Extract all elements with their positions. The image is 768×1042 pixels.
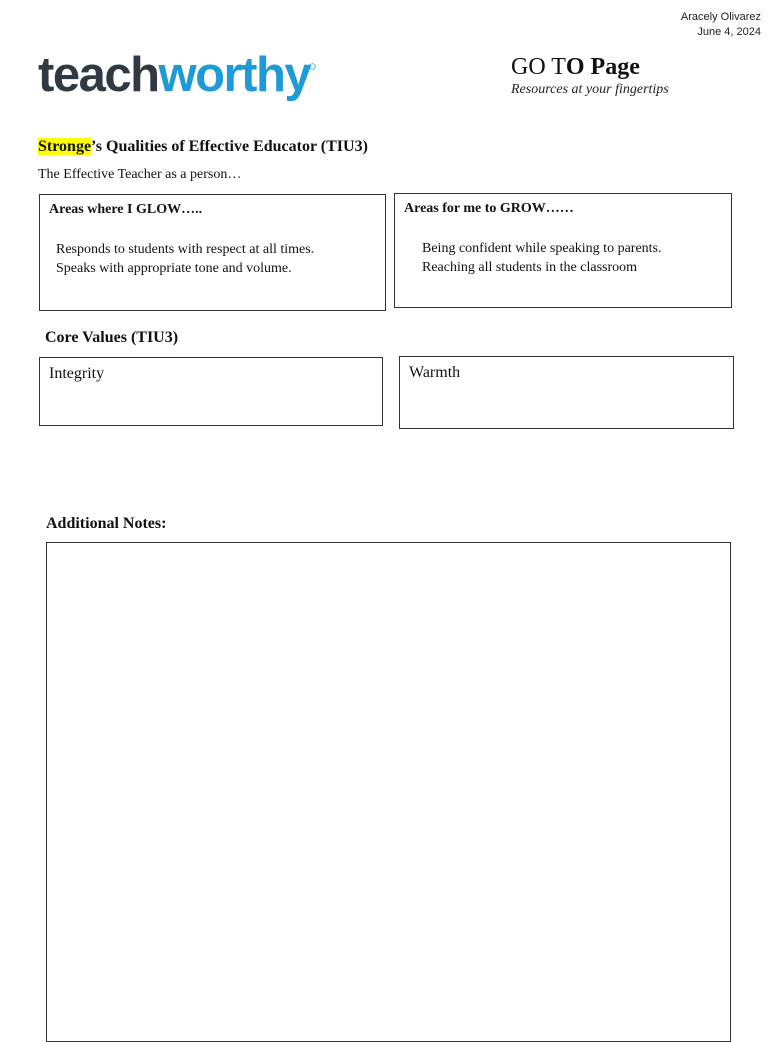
- core-value-box-integrity[interactable]: [39, 357, 383, 426]
- page-subtitle: Resources at your fingertips: [511, 82, 669, 97]
- logo-text-worthy: worthy: [158, 48, 311, 102]
- glow-box-title: Areas where I GLOW…..: [49, 202, 203, 217]
- core-value-text: Warmth: [409, 364, 461, 381]
- glow-box-content: [56, 240, 314, 278]
- core-value-text: Integrity: [49, 365, 105, 382]
- qualities-heading: [38, 136, 368, 158]
- logo-text-teach: teach: [38, 48, 159, 102]
- grow-line: Reaching all students in the classroom: [422, 260, 638, 275]
- core-values-heading: Core Values (TIU3): [45, 329, 179, 346]
- teachworthy-logo: [38, 48, 318, 115]
- document-meta: [681, 10, 761, 40]
- grow-box-content: [422, 239, 662, 277]
- core-value-box-warmth[interactable]: [399, 356, 734, 429]
- additional-notes-heading: Additional Notes:: [46, 515, 167, 532]
- grow-line: Being confident while speaking to parents.: [422, 241, 662, 256]
- grow-box[interactable]: [394, 193, 732, 308]
- document-date: June 4, 2024: [697, 26, 761, 38]
- author-name: Aracely Olivarez: [680, 11, 761, 23]
- glow-line: Responds to students with respect at all times.: [56, 242, 315, 257]
- page-title-part-b: O Page: [565, 54, 640, 80]
- highlighted-name: Stronge: [38, 138, 92, 155]
- page-title-part-a: GO T: [511, 54, 566, 80]
- additional-notes-box[interactable]: [46, 542, 731, 1042]
- trademark-icon: [309, 63, 316, 70]
- qualities-heading-rest: ’s Qualities of Effective Educator (TIU3): [91, 138, 368, 155]
- page-title: [511, 52, 640, 82]
- grow-box-title: Areas for me to GROW……: [404, 201, 574, 216]
- glow-line: Speaks with appropriate tone and volume.: [56, 261, 292, 276]
- glow-box[interactable]: [39, 194, 386, 311]
- qualities-subheading: The Effective Teacher as a person…: [38, 167, 242, 182]
